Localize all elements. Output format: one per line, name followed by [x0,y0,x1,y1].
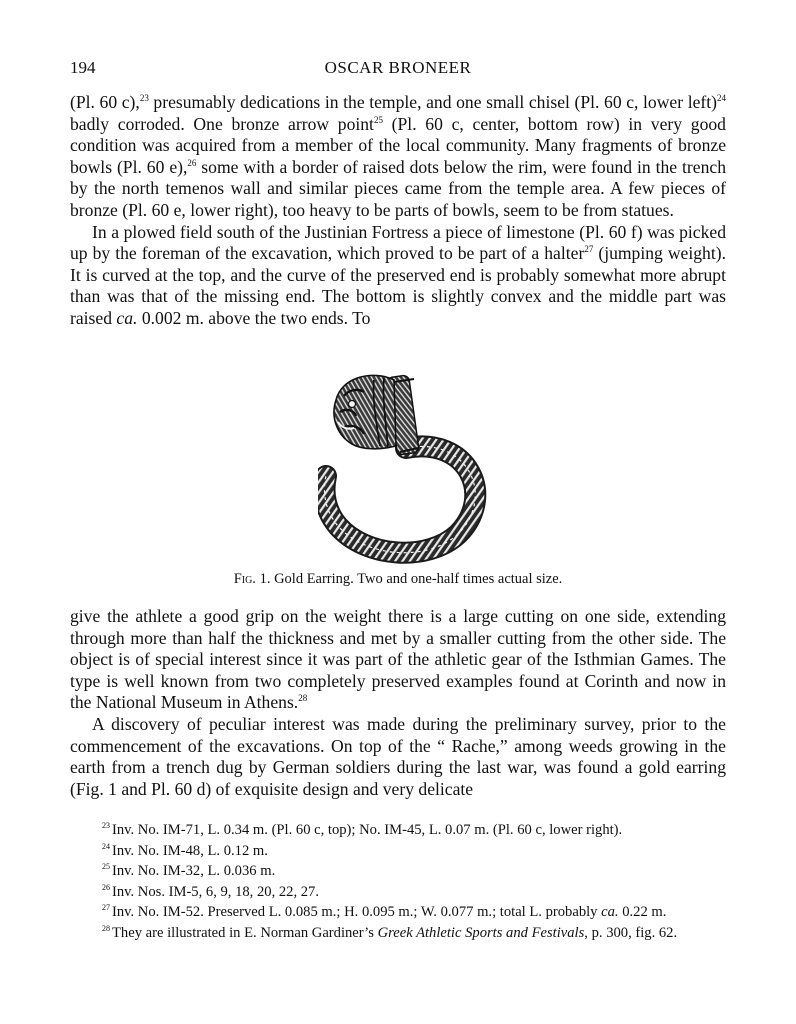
footnote-ref: 26 [187,157,197,168]
footnote: $^{25}$ Inv. No. IM-32, L. 0.036 m. [102,862,276,880]
footnote-ref: 28 [298,693,308,704]
figure-caption [70,571,726,588]
paragraph: A discovery of peculiar interest was made during the preliminary survey, prior to the commencement of the excavations. On top of the “ Rache,” among weeds growing in the earth from a trench dug by German soldiers during the last war, was found a gold earring (Fig. 1 and Pl. 60 d) of exquisite design and very delicate [70,713,726,799]
footnote: $^{23}$ Inv. No. IM-71, L. 0.34 m. (Pl. 60 c, top); No. IM-45, L. 0.07 m. (Pl. 60 c, lower right). [102,821,623,838]
page-number: 194 [70,58,96,77]
body-text-bottom [70,606,726,800]
footnote-ref: 27 [584,244,594,255]
footnotes [70,820,726,944]
paragraph: (Pl. 60 c),$^{23}$ presumably dedications in the temple, and one small chisel (Pl. 60 c, lower left)$^{24}$ badly corroded. One bronze arrow point$^{25}$ (Pl. 60 c, center, bottom row) in very good condition was acquired from a member of the local community. Many fragments of bronze bowls (Pl. 60 e),$^{26}$ some with a border of raised dots below the rim, were found in the trench by the north temenos wall and similar pieces came from the temple area. A few pieces of bronze (Pl. 60 e, lower right), too heavy to be parts of bowls, seem to be from statues. [70,92,727,220]
paragraph: give the athlete a good grip on the weight there is a large cutting on one side, extending through more than half the thickness and met by a smaller cutting from the other side. The object is of special interest since it was part of the athletic gear of the Isthmian Games. The type is well known from two completely preserved examples found at Corinth and now in the National Museum in Athens.$^{28}$ [70,606,726,713]
figure-gold-earring [318,366,498,566]
footnote-ref: 25 [373,114,383,125]
figure-label: Fig. [233,571,256,587]
figure-caption-text: 1. Gold Earring. Two and one-half times actual size. [255,571,563,587]
body-text-top [70,92,726,330]
paragraph: In a plowed field south of the Justinian Fortress a piece of limestone (Pl. 60 f) was picked up by the foreman of the excavation, which proved to be part of a halter$^{27}$ (jumping weight). It is curved at the top, and the curve of the preserved end is probably somewhat more abrupt than was that of the missing end. The bottom is slightly convex and the middle part was raised ca. 0.002 m. above the two ends. To [70,221,726,328]
footnote: $^{28}$ They are illustrated in E. Norman Gardiner’s Greek Athletic Sports and Festivals, p. 300, fig. 62. [102,923,678,941]
footnote-ref: 24 [717,93,727,103]
page-header [70,58,726,80]
gold-earring-illustration [318,366,498,566]
footnote: $^{24}$ Inv. No. IM-48, L. 0.12 m. [102,841,268,859]
footnote-ref: 23 [139,93,149,103]
footnote: $^{26}$ Inv. Nos. IM-5, 6, 9, 18, 20, 22, 27. [102,882,320,900]
footnote: $^{27}$ Inv. No. IM-52. Preserved L. 0.085 m.; H. 0.095 m.; W. 0.077 m.; total L. probably ca. 0.22 m. [102,903,667,921]
running-title: OSCAR BRONEER [324,58,472,77]
